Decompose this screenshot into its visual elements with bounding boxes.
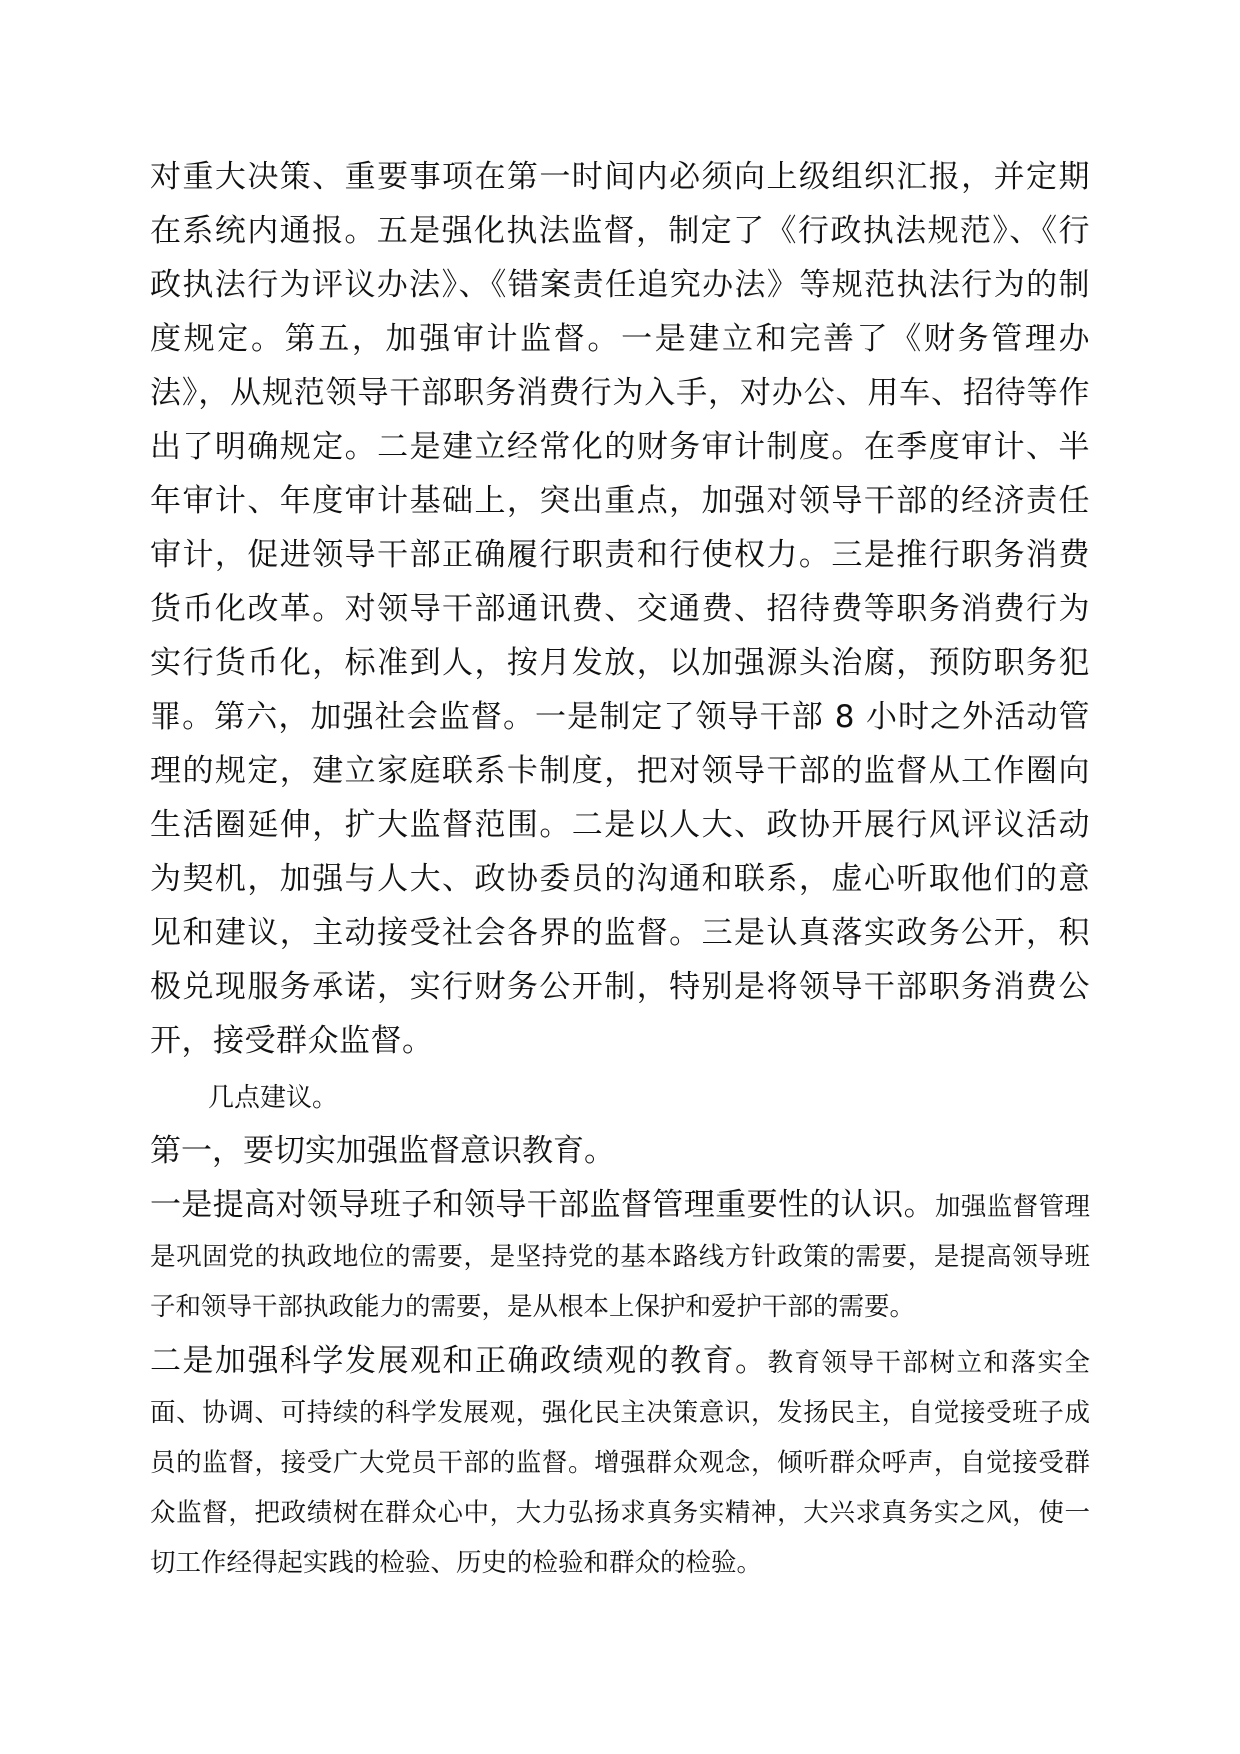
suggestion-item-1 — [150, 1180, 1090, 1332]
suggestion-item-2-lead: 二是加强科学发展观和正确政绩观的教育。 — [150, 1343, 768, 1379]
suggestion-item-1-body: 加强监督管理是巩固党的执政地位的需要，是坚持党的基本路线方针政策的需要，是提高领导班子和领导干部执政能力的需要，是从根本上保护和爱护干部的需要。 — [150, 1192, 1090, 1322]
section-heading: 第一，要切实加强监督意识教育。 — [150, 1133, 615, 1169]
suggestion-item-2-body: 教育领导干部树立和落实全面、协调、可持续的科学发展观，强化民主决策意识，发扬民主，自觉接受班子成员的监督，接受广大党员干部的监督。增强群众观念，倾听群众呼声，自觉接受群众监督，把政绩树在群众心中，大力弘扬求真务实精神，大兴求真务实之风，使一切工作经得起实践的检验、历史的检验和群众的检验。 — [150, 1348, 1090, 1578]
suggestions-intro: 几点建议。 — [208, 1083, 339, 1113]
suggestion-item-1-lead: 一是提高对领导班子和领导干部监督管理重要性的认识。 — [150, 1187, 935, 1223]
body-paragraph: 对重大决策、重要事项在第一时间内必须向上级组织汇报，并定期在系统内通报。五是强化执法监督，制定了《行政执法规范》、《行政执法行为评议办法》、《错案责任追究办法》等规范执法行为的制度规定。第五，加强审计监督。一是建立和完善了《财务管理办法》，从规范领导干部职务消费行为入手，对办公、用车、招待等作出了明确规定。二是建立经常化的财务审计制度。在季度审计、半年审计、年度审计基础上，突出重点，加强对领导干部的经济责任审计，促进领导干部正确履行职责和行使权力。三是推行职务消费货币化改革。对领导干部通讯费、交通费、招待费等职务消费行为实行货币化，标准到人，按月发放，以加强源头治腐，预防职务犯罪。第六，加强社会监督。一是制定了领导干部 8 小时之外活动管理的规定，建立家庭联系卡制度，把对领导干部的监督从工作圈向生活圈延伸，扩大监督范围。二是以人大、政协开展行风评议活动为契机，加强与人大、政协委员的沟通和联系，虚心听取他们的意见和建议，主动接受社会各界的监督。三是认真落实政务公开，积极兑现服务承诺，实行财务公开制，特别是将领导干部职务消费公开，接受群众监督。 — [150, 159, 1090, 1059]
document-page — [150, 150, 1090, 1588]
suggestion-item-2 — [150, 1336, 1090, 1588]
